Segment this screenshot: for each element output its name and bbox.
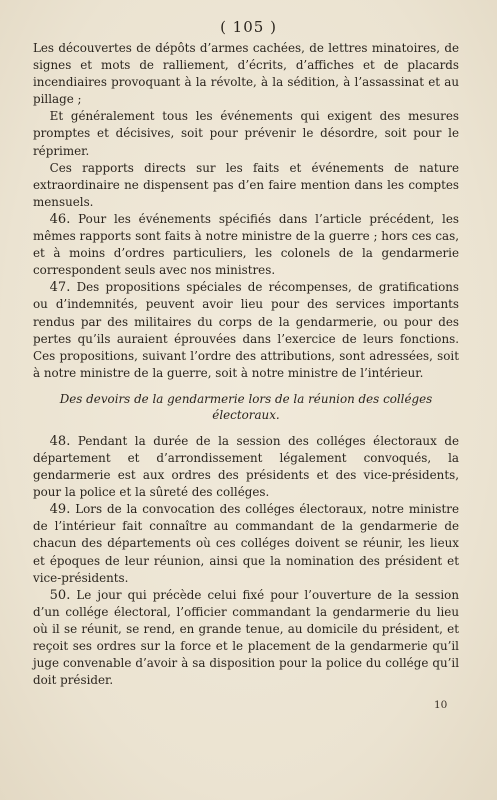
article-46 — [33, 211, 459, 279]
article-number: 50. — [49, 587, 71, 603]
article-text: Lors de la convocation des colléges électoraux, notre ministre de l’intérieur fait connaître au commandant de la gendarmerie de chacun des départements où ces colléges doivent se réunir, les lieux et époques de leur réunion, ainsi que la nomination des président et vice-présidents. — [33, 502, 459, 585]
article-text: Des propositions spéciales de récompenses, de gratifications ou d’indemnités, peuvent avoir lieu pour des services importants rendus par des militaires du corps de la gendarmerie, ou pour des pertes qu’ils auraient éprouvées dans l’exercice de leurs fonctions. Ces propositions, suivant l’ordre des attributions, sont adressées, soit à notre ministre de la guerre, soit à notre ministre de l’intérieur. — [33, 280, 459, 380]
article-text: Le jour qui précède celui fixé pour l’ouverture de la session d’un collége électoral, l’officier commandant la gendarmerie du lieu où il se réunit, se rend, en grande tenue, au domicile du président, et reçoit ses ordres sur la force et le placement de la gendarmerie qu’il juge convenable d’avoir à sa disposition pour la police du collége qu’il doit présider. — [33, 587, 460, 688]
article-47 — [33, 279, 459, 382]
article-number: 49. — [49, 502, 71, 518]
article-number: 47. — [49, 280, 71, 296]
article-49 — [33, 501, 459, 586]
article-number: 48. — [49, 433, 71, 449]
signature-mark: 10 — [434, 699, 448, 711]
article-text: Pendant la durée de la session des colléges électoraux de département et d’arrondissement légalement convoqués, la gendarmerie est aux ordres des présidents et des vice-présidents, pour la police et la sûreté des colléges. — [33, 433, 459, 500]
body-text — [33, 40, 459, 689]
article-48 — [33, 433, 459, 501]
article-text: Pour les événements spécifiés dans l’article précédent, les mêmes rapports sont faits à notre ministre de la guerre ; hors ces cas, et à moins d’ordres particuliers, les colonels de la gendarmerie correspondent seuls avec nos ministres. — [33, 211, 459, 278]
article-number: 46. — [49, 211, 71, 227]
paragraph-decouvertes: Les découvertes de dépôts d’armes cachées, de lettres minatoires, de signes et mots de ralliement, d’écrits, d’affiches et de placards incendiaires provoquant à la révolte, à la sédition, à l’assassinat et au pillage ; — [33, 41, 459, 107]
paragraph-evenements: Et généralement tous les événements qui exigent des mesures promptes et décisives, soit pour prévenir le désordre, soit pour le réprimer. — [33, 109, 459, 158]
article-50 — [33, 587, 459, 690]
paragraph-rapports-directs: Ces rapports directs sur les faits et événements de nature extraordinaire ne dispensent pas d’en faire mention dans les comptes mensuels. — [33, 160, 459, 209]
page-number: ( 105 ) — [220, 18, 277, 36]
section-heading: Des devoirs de la gendarmerie lors de la réunion des colléges électoraux. — [59, 391, 433, 423]
